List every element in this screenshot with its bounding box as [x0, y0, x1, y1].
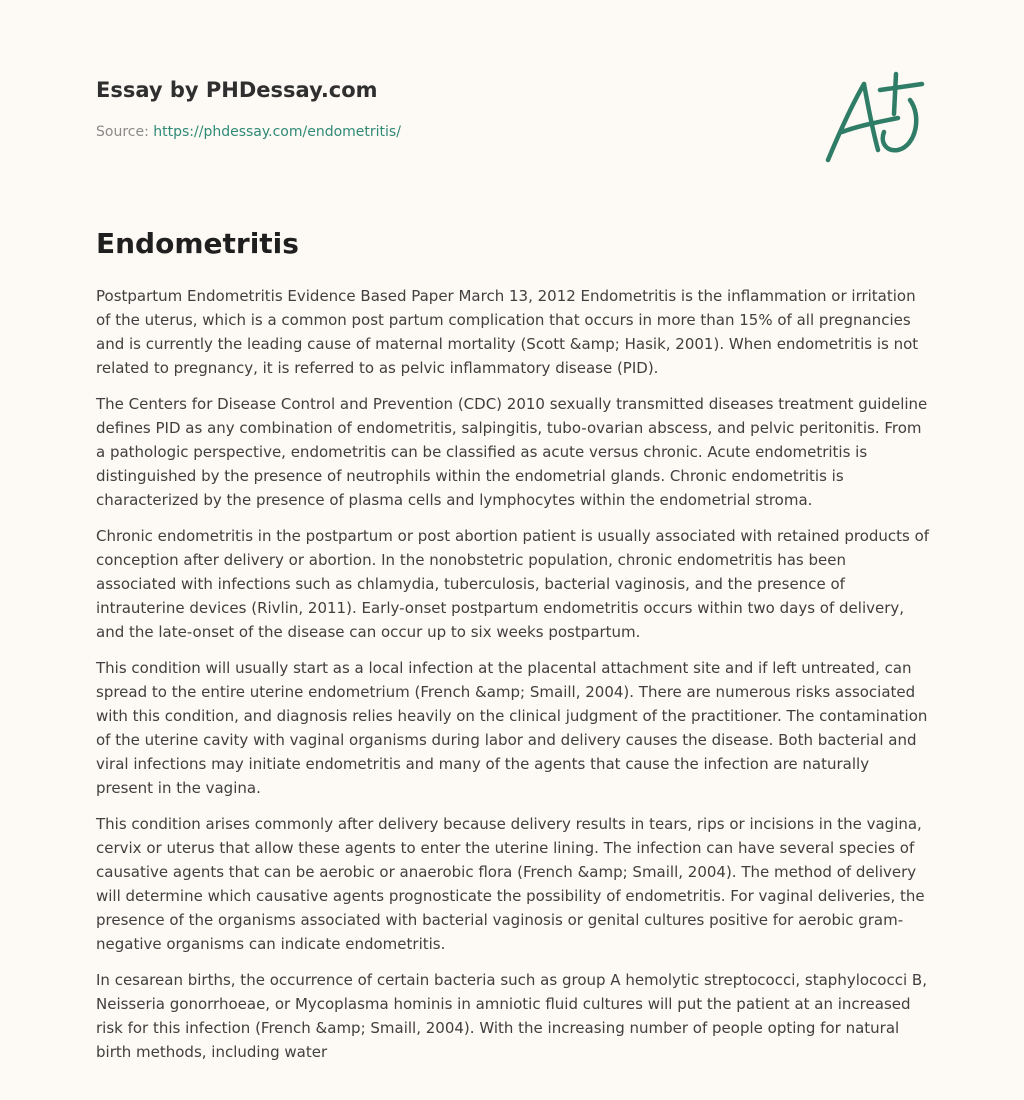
document-title: Endometritis	[96, 227, 299, 260]
a-plus-logo-icon	[818, 66, 930, 166]
paragraph: In cesarean births, the occurrence of certain bacteria such as group A hemolytic streptococci, staphylococci B, Neisseria gonorrhoeae, or Mycoplasma hominis in amniotic fluid cultures will put the patient at an increased risk for this infection (French &amp; Smaill, 2004). With the increasing number of people opting for natural birth methods, including water	[96, 971, 927, 1061]
paragraph: The Centers for Disease Control and Prevention (CDC) 2010 sexually transmitted diseases treatment guideline defines PID as any combination of endometritis, salpingitis, tubo-ovarian abscess, and pelvic peritonitis. From a pathologic perspective, endometritis can be classified as acute versus chronic. Acute endometritis is distinguished by the presence of neutrophils within the endometrial glands. Chronic endometritis is characterized by the presence of plasma cells and lymphocytes within the endometrial stroma.	[96, 395, 928, 509]
paragraph: Chronic endometritis in the postpartum or post abortion patient is usually associated with retained products of conception after delivery or abortion. In the nonobstetric population, chronic endometritis has been associated with infections such as chlamydia, tuberculosis, bacterial vaginosis, and the presence of intrauterine devices (Rivlin, 2011). Early-onset postpartum endometritis occurs within two days of delivery, and the late-onset of the disease can occur up to six weeks postpartum.	[96, 527, 930, 641]
source-link[interactable]: https://phdessay.com/endometritis/	[153, 124, 401, 140]
source-label: Source:	[96, 124, 154, 140]
paragraph: This condition arises commonly after delivery because delivery results in tears, rips or incisions in the vagina, cervix or uterus that allow these agents to enter the uterine lining. The infection can have several species of causative agents that can be aerobic or anaerobic flora (French &amp; Smaill, 2004). The method of delivery will determine which causative agents prognosticate the possibility of endometritis. For vaginal deliveries, the presence of the organisms associated with bacterial vaginosis or genital cultures positive for aerobic gram-negative organisms can indicate endometritis.	[96, 815, 925, 953]
source-line	[96, 122, 796, 142]
page-header	[96, 76, 796, 142]
paragraph: This condition will usually start as a local infection at the placental attachment site and if left untreated, can spread to the entire uterine endometrium (French &amp; Smaill, 2004). There are numerous risks associated with this condition, and diagnosis relies heavily on the clinical judgment of the practitioner. The contamination of the uterine cavity with vaginal organisms during labor and delivery causes the disease. Both bacterial and viral infections may initiate endometritis and many of the agents that cause the infection are naturally present in the vagina.	[96, 659, 928, 797]
paragraph: Postpartum Endometritis Evidence Based Paper March 13, 2012 Endometritis is the inflammation or irritation of the uterus, which is a common post partum complication that occurs in more than 15% of all pregnancies and is currently the leading cause of maternal mortality (Scott &amp; Hasik, 2001). When endometritis is not related to pregnancy, it is referred to as pelvic inflammatory disease (PID).	[96, 287, 919, 377]
essay-body	[96, 284, 930, 1076]
site-title: Essay by PHDessay.com	[96, 78, 378, 102]
